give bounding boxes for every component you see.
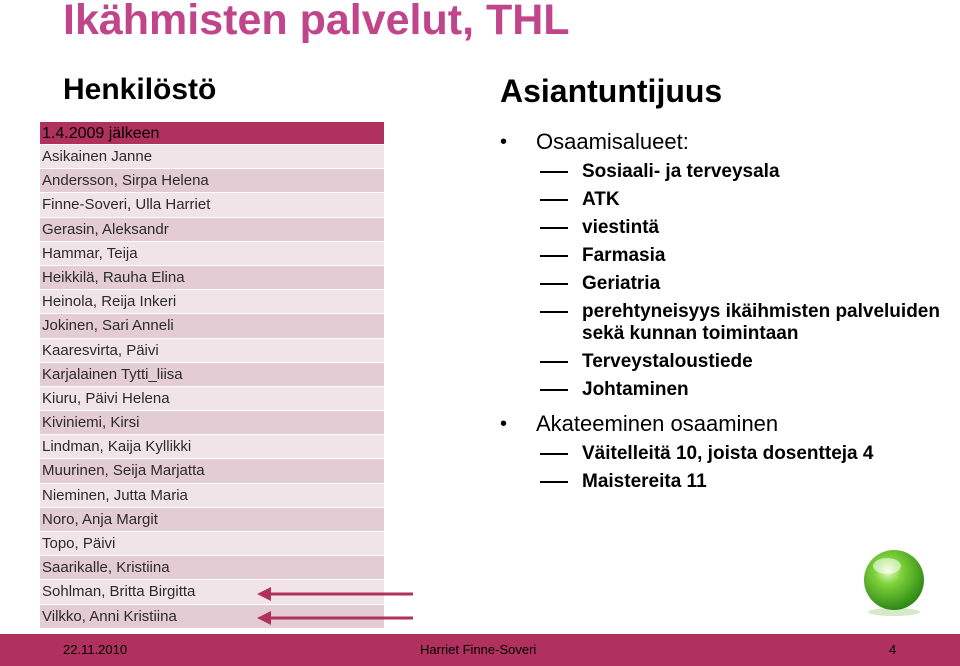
sub-item: Farmasia bbox=[500, 245, 940, 267]
staff-row: Heinola, Reija Inkeri bbox=[40, 290, 384, 314]
arrow-left-icon bbox=[257, 611, 413, 625]
sub-item: perehtyneisyys ikäihmisten palveluiden sekä kunnan toimintaan bbox=[500, 301, 940, 345]
sub-item: Johtaminen bbox=[500, 379, 940, 401]
dash-icon bbox=[540, 389, 568, 391]
dash-icon bbox=[540, 361, 568, 363]
dash-icon bbox=[540, 481, 568, 483]
sub-item: Geriatria bbox=[500, 273, 940, 295]
arrow-left-icon bbox=[257, 587, 413, 601]
staff-row: Kiuru, Päivi Helena bbox=[40, 387, 384, 411]
footer-date: 22.11.2010 bbox=[63, 642, 128, 657]
slide-title: Ikähmisten palvelut, THL bbox=[63, 0, 570, 44]
dash-icon bbox=[540, 453, 568, 455]
staff-row: Sohlman, Britta Birgitta bbox=[40, 580, 384, 604]
bullet-academic bbox=[500, 411, 940, 437]
staff-row: Nieminen, Jutta Maria bbox=[40, 484, 384, 508]
dash-icon bbox=[540, 171, 568, 173]
sub-item: viestintä bbox=[500, 217, 940, 239]
dash-icon bbox=[540, 311, 568, 313]
staff-row: Karjalainen Tytti_liisa bbox=[40, 363, 384, 387]
staff-row: Muurinen, Seija Marjatta bbox=[40, 459, 384, 483]
staff-row: Kiviniemi, Kirsi bbox=[40, 411, 384, 435]
dash-icon bbox=[540, 283, 568, 285]
staff-row: Hammar, Teija bbox=[40, 242, 384, 266]
sub-item: Väitelleitä 10, joista dosentteja 4 bbox=[500, 443, 940, 465]
highlight-arrows bbox=[255, 580, 415, 630]
staff-row: Finne-Soveri, Ulla Harriet bbox=[40, 193, 384, 217]
sub-item: Terveystaloustiede bbox=[500, 351, 940, 373]
staff-row: Saarikalle, Kristiina bbox=[40, 556, 384, 580]
bullet-icon: • bbox=[500, 413, 508, 435]
staff-table bbox=[40, 122, 384, 629]
staff-heading: Henkilöstö bbox=[63, 73, 217, 106]
staff-row: Noro, Anja Margit bbox=[40, 508, 384, 532]
staff-row: Gerasin, Aleksandr bbox=[40, 218, 384, 242]
dash-icon bbox=[540, 255, 568, 257]
staff-row: Andersson, Sirpa Helena bbox=[40, 169, 384, 193]
expertise-heading: Asiantuntijuus bbox=[500, 73, 723, 109]
staff-row: Asikainen Janne bbox=[40, 145, 384, 169]
footer-bar bbox=[0, 634, 960, 666]
sub-item: Sosiaali- ja terveysala bbox=[500, 161, 940, 183]
staff-row: Heikkilä, Rauha Elina bbox=[40, 266, 384, 290]
sub-item: Maistereita 11 bbox=[500, 471, 940, 493]
bullet-icon: • bbox=[500, 131, 508, 153]
bullet-label: Osaamisalueet: bbox=[536, 129, 689, 154]
staff-row: Kaaresvirta, Päivi bbox=[40, 339, 384, 363]
staff-row: Jokinen, Sari Anneli bbox=[40, 314, 384, 338]
green-orb-icon bbox=[859, 548, 929, 618]
footer-author: Harriet Finne-Soveri bbox=[420, 642, 537, 657]
dash-icon bbox=[540, 227, 568, 229]
sub-item: ATK bbox=[500, 189, 940, 211]
staff-row: Vilkko, Anni Kristiina bbox=[40, 605, 384, 629]
staff-row: Lindman, Kaija Kyllikki bbox=[40, 435, 384, 459]
expertise-list bbox=[500, 125, 940, 493]
page-number: 4 bbox=[889, 642, 897, 657]
bullet-competence-areas bbox=[500, 129, 940, 155]
bullet-label: Akateeminen osaaminen bbox=[536, 411, 779, 436]
staff-row: Topo, Päivi bbox=[40, 532, 384, 556]
dash-icon bbox=[540, 199, 568, 201]
staff-table-header: 1.4.2009 jälkeen bbox=[40, 122, 384, 145]
